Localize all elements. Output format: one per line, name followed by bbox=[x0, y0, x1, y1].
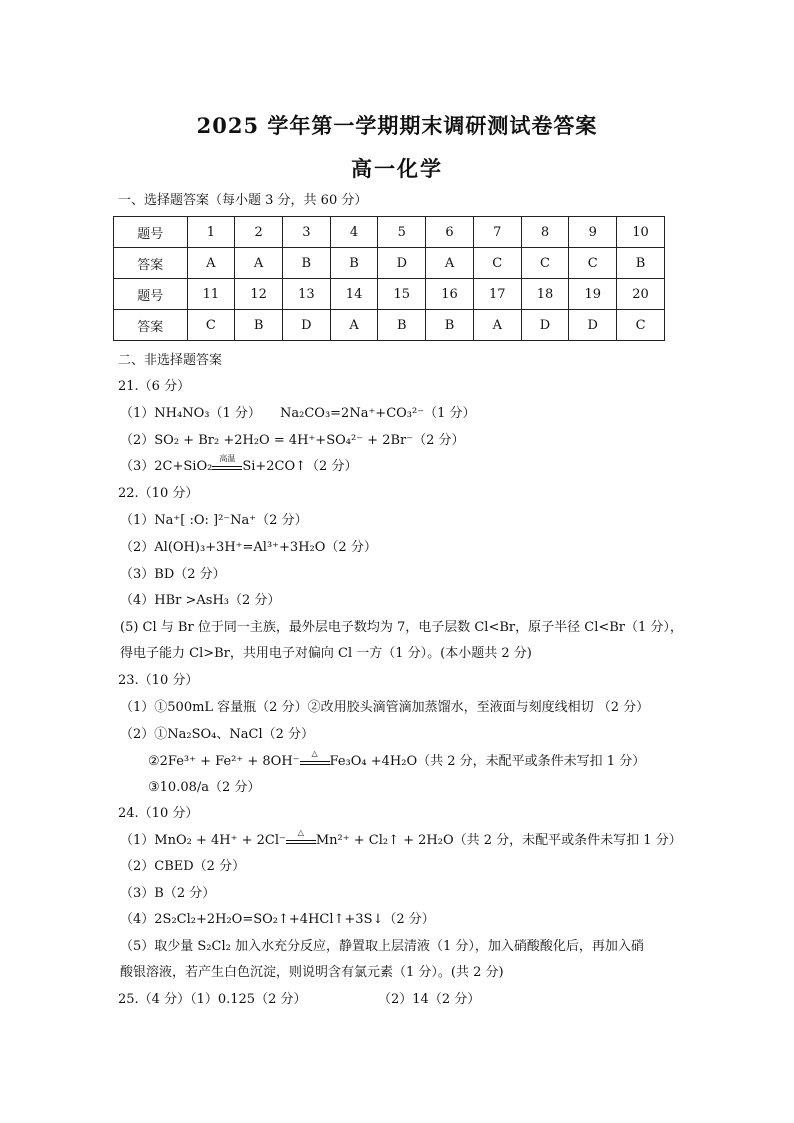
table-cell: 6 bbox=[426, 217, 474, 248]
q23-reactants: ②2Fe³⁺ + Fe²⁺ + 8OH⁻ bbox=[148, 754, 300, 769]
row-label: 题号 bbox=[114, 279, 188, 310]
table-cell: 2 bbox=[235, 217, 283, 248]
table-cell: 5 bbox=[378, 217, 426, 248]
condition-text: △ bbox=[311, 749, 318, 758]
q21-answer-3-products: Si+2CO↑（2 分） bbox=[242, 459, 358, 474]
lewis-oxygen: O bbox=[193, 513, 205, 528]
table-cell: 17 bbox=[473, 279, 521, 310]
q23-answer-1: （1）①500mL 容量瓶（2 分）②改用胶头滴管滴加蒸馏水，至液面与刻度线相切 （2 分） bbox=[120, 700, 650, 715]
table-cell: 9 bbox=[569, 217, 617, 248]
row-label: 题号 bbox=[114, 217, 188, 248]
condition-text: △ bbox=[297, 828, 304, 837]
q22-answer-4: （4）HBr >AsH₃（2 分） bbox=[120, 593, 281, 608]
table-cell: B bbox=[282, 248, 330, 279]
q23-title: 23.（10 分） bbox=[118, 673, 199, 688]
q24-answer-1 bbox=[120, 828, 682, 850]
q24-reactants: （1）MnO₂ + 4H⁺ + 2Cl⁻ bbox=[120, 833, 286, 848]
table-cell: A bbox=[187, 248, 235, 279]
q21-answer-2: （2）SO₂ + Br₂ +2H₂O = 4H⁺+SO₄²⁻ + 2Br⁻（2 分） bbox=[120, 433, 465, 448]
table-cell: 1 bbox=[187, 217, 235, 248]
q23-products: Fe₃O₄ +4H₂O（共 2 分，未配平或条件未写扣 1 分） bbox=[329, 754, 646, 769]
q24-answer-5-line2: 酸银溶液，若产生白色沉淀，则说明含有氯元素（1 分）。(共 2 分) bbox=[120, 965, 504, 980]
reaction-condition bbox=[286, 828, 316, 844]
q22-answer-5-line2: 得电子能力 Cl>Br，共用电子对偏向 Cl 一方（1 分）。(本小题共 2 分) bbox=[120, 646, 532, 661]
table-cell: 16 bbox=[426, 279, 474, 310]
table-cell: B bbox=[617, 248, 665, 279]
table-row bbox=[114, 279, 665, 310]
table-cell: D bbox=[378, 248, 426, 279]
row-label: 答案 bbox=[114, 248, 188, 279]
q22-answer-3: （3）BD（2 分） bbox=[120, 567, 226, 582]
q24-answer-3: （3）B（2 分） bbox=[120, 886, 216, 901]
table-cell: D bbox=[521, 310, 569, 341]
table-cell: B bbox=[426, 310, 474, 341]
table-cell: 7 bbox=[473, 217, 521, 248]
table-row bbox=[114, 248, 665, 279]
reaction-condition bbox=[212, 454, 242, 470]
table-cell: 12 bbox=[235, 279, 283, 310]
lewis-left: （1）Na⁺[ : bbox=[120, 513, 194, 528]
table-cell: D bbox=[282, 310, 330, 341]
table-cell: 20 bbox=[617, 279, 665, 310]
table-cell: 13 bbox=[282, 279, 330, 310]
q24-products: Mn²⁺ + Cl₂↑ + 2H₂O（共 2 分，未配平或条件未写扣 1 分） bbox=[315, 833, 682, 848]
answer-table bbox=[113, 216, 665, 341]
q22-answer-2: （2）Al(OH)₃+3H⁺=Al³⁺+3H₂O（2 分） bbox=[120, 540, 377, 555]
q23-answer-2-3: ③10.08/a（2 分） bbox=[148, 780, 261, 795]
q22-title: 22.（10 分） bbox=[118, 486, 199, 501]
table-cell: A bbox=[235, 248, 283, 279]
table-cell: B bbox=[330, 248, 378, 279]
q25-answer-2: （2）14（2 分） bbox=[378, 992, 481, 1007]
q24-answer-4: （4）2S₂Cl₂+2H₂O=SO₂↑+4HCl↑+3S↓（2 分） bbox=[120, 912, 435, 927]
q24-answer-5-line1: （5）取少量 S₂Cl₂ 加入水充分反应，静置取上层清液（1 分），加入硝酸酸化后，再加入硝 bbox=[120, 939, 644, 954]
table-cell: B bbox=[378, 310, 426, 341]
q24-answer-2: （2）CBED（2 分） bbox=[120, 859, 246, 874]
reaction-condition bbox=[300, 749, 330, 765]
row-label: 答案 bbox=[114, 310, 188, 341]
table-cell: 19 bbox=[569, 279, 617, 310]
page-subtitle: 高一化学 bbox=[351, 156, 443, 181]
q23-answer-2-1: （2）①Na₂SO₄、NaCl（2 分） bbox=[120, 727, 315, 742]
q21-answer-1b: Na₂CO₃=2Na⁺+CO₃²⁻（1 分） bbox=[280, 406, 476, 421]
table-cell: A bbox=[426, 248, 474, 279]
q22-answer-5-line1: (5) Cl 与 Br 位于同一主族，最外层电子数均为 7，电子层数 Cl<Br，原子半径 Cl<Br（1 分）， bbox=[120, 620, 683, 635]
q21-title: 21.（6 分） bbox=[118, 379, 191, 394]
table-cell: 18 bbox=[521, 279, 569, 310]
table-cell: 11 bbox=[187, 279, 235, 310]
q21-answer-1a: （1）NH₄NO₃（1 分） bbox=[120, 406, 261, 421]
table-cell: 4 bbox=[330, 217, 378, 248]
table-cell: 8 bbox=[521, 217, 569, 248]
q23-answer-2-2 bbox=[148, 749, 646, 771]
q22-answer-1 bbox=[120, 512, 308, 530]
table-row bbox=[114, 310, 665, 341]
table-cell: A bbox=[330, 310, 378, 341]
table-cell: C bbox=[521, 248, 569, 279]
table-cell: C bbox=[473, 248, 521, 279]
lewis-right: : ]²⁻Na⁺（2 分） bbox=[204, 513, 308, 528]
table-cell: D bbox=[569, 310, 617, 341]
q21-answer-3-reactants: （3）2C+SiO₂ bbox=[120, 459, 213, 474]
q25-answer-1: 25.（4 分）（1）0.125（2 分） bbox=[118, 992, 307, 1007]
section1-heading: 一、选择题答案（每小题 3 分，共 60 分） bbox=[118, 193, 368, 208]
q21-answer-3 bbox=[120, 454, 358, 476]
table-cell: A bbox=[473, 310, 521, 341]
table-cell: C bbox=[569, 248, 617, 279]
page-title: 2025 学年第一学期期末调研测试卷答案 bbox=[196, 113, 598, 138]
table-cell: C bbox=[187, 310, 235, 341]
table-cell: 3 bbox=[282, 217, 330, 248]
q24-title: 24.（10 分） bbox=[118, 806, 199, 821]
table-cell: 15 bbox=[378, 279, 426, 310]
section2-heading: 二、非选择题答案 bbox=[118, 353, 223, 368]
table-row bbox=[114, 217, 665, 248]
condition-text: 高温 bbox=[219, 454, 236, 463]
table-cell: C bbox=[617, 310, 665, 341]
table-cell: 10 bbox=[617, 217, 665, 248]
table-cell: B bbox=[235, 310, 283, 341]
table-cell: 14 bbox=[330, 279, 378, 310]
